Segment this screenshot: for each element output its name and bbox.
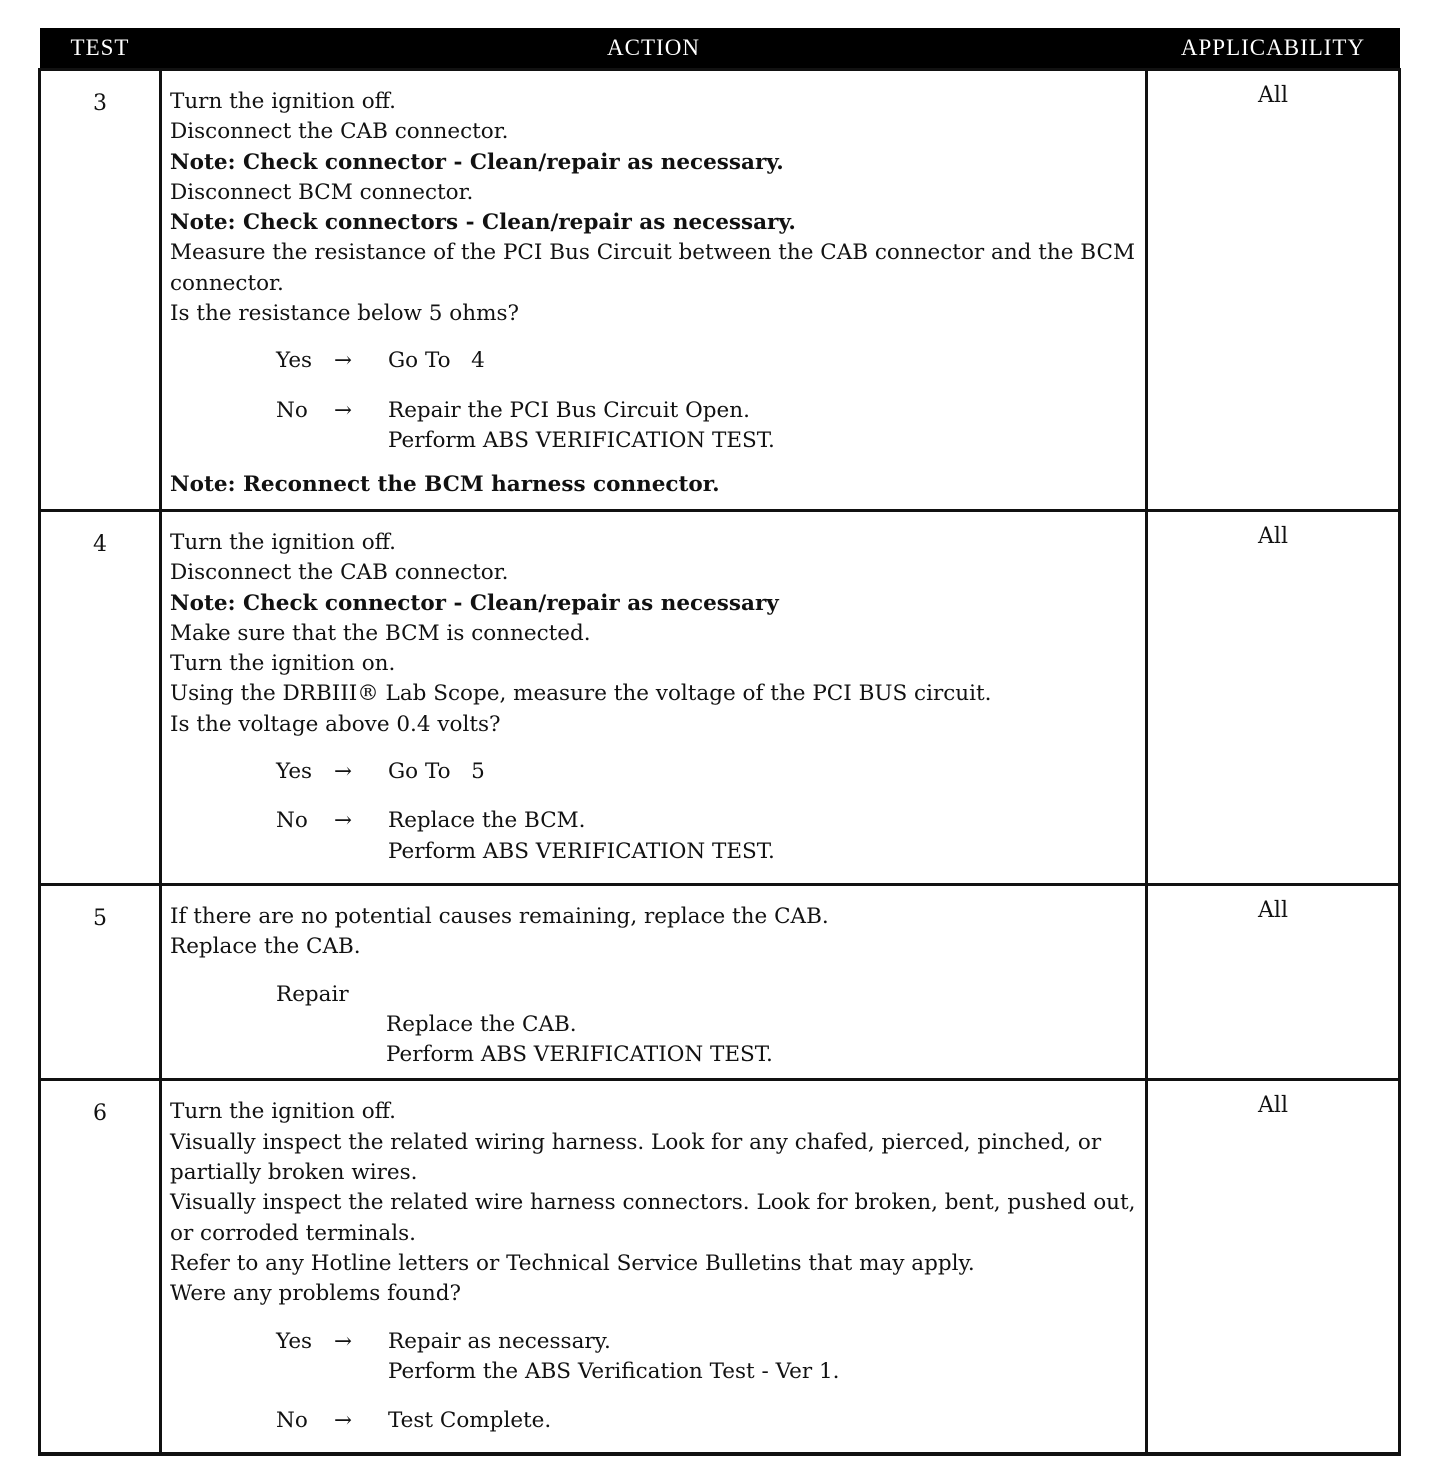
step-text: Disconnect the CAB connector. — [170, 560, 509, 586]
step-text: Refer to any Hotline letters or Technical Service Bulletins that may apply. — [170, 1250, 975, 1276]
option-no — [276, 1406, 1139, 1436]
diagnostic-table-page — [38, 28, 1398, 1456]
arrow-icon: → — [334, 1328, 353, 1354]
test-number: 3 — [40, 70, 161, 511]
arrow-icon: → — [334, 1408, 353, 1434]
answer-options — [276, 346, 1139, 456]
step-text: Disconnect BCM connector. — [170, 179, 474, 205]
applicability-cell: All — [1147, 511, 1400, 885]
arrow-icon: → — [334, 808, 353, 834]
step-text: Make sure that the BCM is connected. — [170, 620, 591, 646]
applicability-cell: All — [1147, 884, 1400, 1079]
action-cell — [161, 511, 1147, 885]
table-row — [40, 884, 1400, 1079]
option-no — [276, 396, 1139, 457]
arrow-icon: → — [334, 348, 353, 374]
step-text: Using the DRBIII® Lab Scope, measure the voltage of the PCI BUS circuit. — [170, 681, 992, 707]
result-line: Test Complete. — [388, 1408, 552, 1434]
final-note: Note: Reconnect the BCM harness connector. — [170, 472, 720, 498]
option-label: No — [276, 808, 308, 834]
step-text: Measure the resistance of the PCI Bus Circuit between the CAB connector and the BCM connector. — [170, 240, 1135, 296]
diagnostic-table — [38, 28, 1401, 1456]
note-text: Note: Check connector - Clean/repair as necessary. — [170, 149, 784, 175]
applicability-cell: All — [1147, 70, 1400, 511]
step-text: Turn the ignition off. — [170, 89, 396, 114]
result-line: Go To 4 — [388, 348, 485, 374]
question-text: Is the voltage above 0.4 volts? — [170, 711, 501, 737]
option-no — [276, 806, 1139, 867]
action-cell — [161, 884, 1147, 1079]
action-cell — [161, 70, 1147, 511]
table-row — [40, 511, 1400, 885]
option-yes — [276, 346, 1139, 376]
option-yes — [276, 757, 1139, 787]
header-action: ACTION — [161, 28, 1147, 70]
table-row — [40, 1080, 1400, 1454]
result-line: Perform ABS VERIFICATION TEST. — [388, 838, 775, 864]
repair-result — [386, 1010, 1139, 1071]
step-text: If there are no potential causes remaining, replace the CAB. — [170, 903, 829, 929]
result-line: Repair as necessary. — [388, 1328, 611, 1354]
test-number: 4 — [40, 511, 161, 885]
action-cell — [161, 1080, 1147, 1454]
option-label: No — [276, 397, 308, 423]
option-result — [388, 346, 1139, 376]
result-line: Perform ABS VERIFICATION TEST. — [388, 427, 775, 453]
step-text: Turn the ignition off. — [170, 530, 396, 555]
option-yes — [276, 1327, 1139, 1388]
question-text: Is the resistance below 5 ohms? — [170, 301, 520, 327]
option-result — [388, 396, 1139, 457]
table-header-row — [40, 28, 1400, 70]
arrow-icon: → — [334, 397, 353, 423]
arrow-icon: → — [334, 759, 353, 785]
note-text: Note: Check connector - Clean/repair as necessary — [170, 590, 779, 616]
option-label: Yes — [276, 1328, 313, 1354]
option-result — [388, 1406, 1139, 1436]
applicability-cell: All — [1147, 1080, 1400, 1454]
result-line: Replace the BCM. — [388, 808, 586, 834]
test-number: 6 — [40, 1080, 161, 1454]
repair-label: Repair — [276, 981, 349, 1007]
header-test: TEST — [40, 28, 161, 70]
option-label: No — [276, 1408, 308, 1434]
option-result — [388, 806, 1139, 867]
answer-options — [276, 757, 1139, 867]
step-text: Turn the ignition on. — [170, 651, 396, 677]
step-text: Replace the CAB. — [170, 934, 361, 960]
result-line: Replace the CAB. — [386, 1011, 577, 1037]
step-text: Disconnect the CAB connector. — [170, 119, 509, 145]
option-result — [388, 757, 1139, 787]
option-label: Yes — [276, 759, 313, 785]
result-line: Repair the PCI Bus Circuit Open. — [388, 397, 750, 423]
header-applicability: APPLICABILITY — [1147, 28, 1400, 70]
option-label: Yes — [276, 348, 313, 374]
test-number: 5 — [40, 884, 161, 1079]
question-text: Were any problems found? — [170, 1281, 462, 1307]
step-text: Turn the ignition off. — [170, 1099, 396, 1125]
option-result — [388, 1327, 1139, 1388]
step-text: Visually inspect the related wire harness connectors. Look for broken, bent, pushed out, or corroded terminals. — [170, 1190, 1136, 1246]
table-row — [40, 70, 1400, 511]
answer-options — [276, 1327, 1139, 1437]
result-line: Perform the ABS Verification Test - Ver 1. — [388, 1358, 840, 1384]
result-line: Perform ABS VERIFICATION TEST. — [386, 1042, 773, 1068]
note-text: Note: Check connectors - Clean/repair as necessary. — [170, 210, 796, 236]
step-text: Visually inspect the related wiring harness. Look for any chafed, pierced, pinched, or partially broken wires. — [170, 1129, 1102, 1186]
result-line: Go To 5 — [388, 759, 485, 785]
repair-block — [276, 980, 1139, 1071]
